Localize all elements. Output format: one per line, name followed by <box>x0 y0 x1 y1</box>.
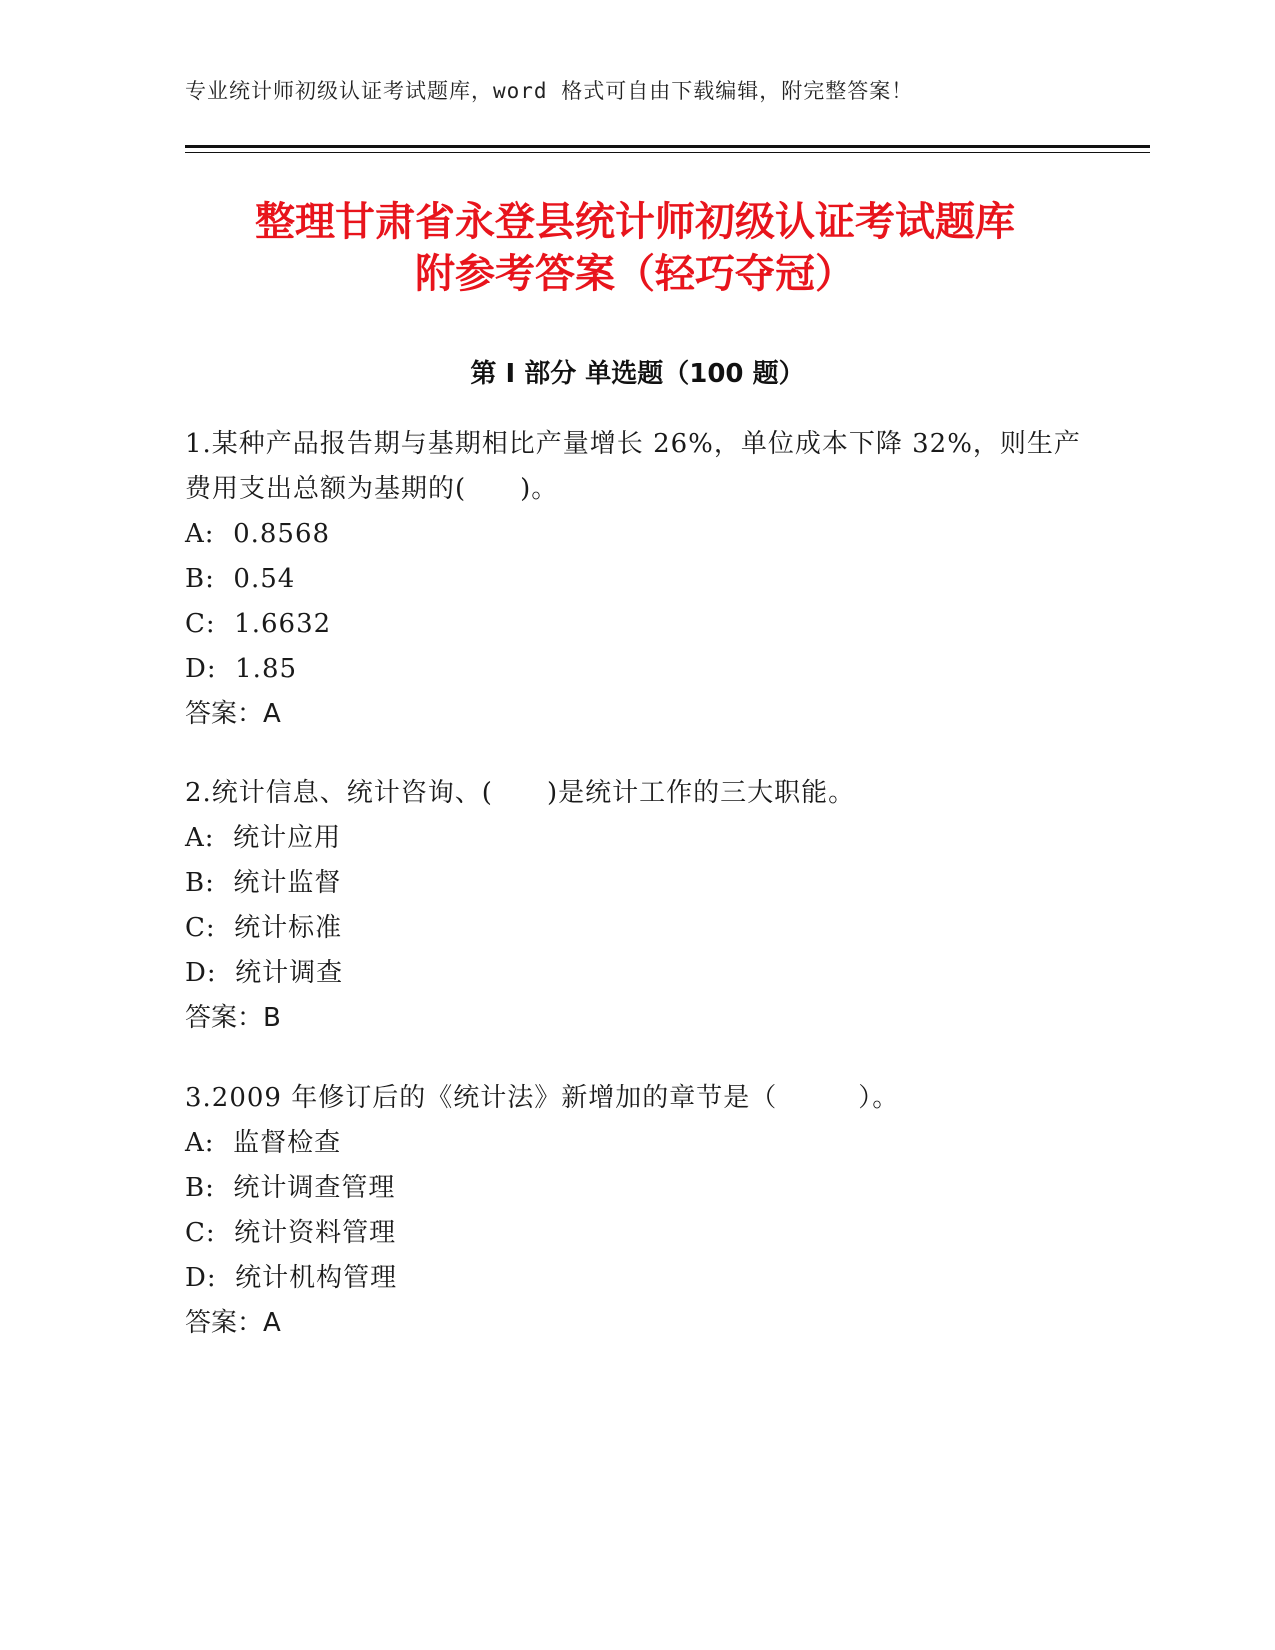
option-b: B: 统计监督 <box>185 868 342 898</box>
option-c: C: 统计资料管理 <box>185 1218 397 1248</box>
option-b: B: 0.54 <box>185 564 296 594</box>
question-stem: 1.某种产品报告期与基期相比产量增长 26%，单位成本下降 32%，则生产费用支出总额为基期的( )。 <box>185 429 1081 504</box>
header-rule-thick <box>185 145 1150 148</box>
question-2 <box>185 771 1085 1041</box>
title-line-1: 整理甘肃省永登县统计师初级认证考试题库 <box>255 199 1015 245</box>
document-title <box>140 196 1130 300</box>
header-rule-thin <box>185 152 1150 153</box>
answer: 答案：B <box>185 1003 281 1033</box>
option-b: B: 统计调查管理 <box>185 1173 396 1203</box>
option-a: A: 统计应用 <box>185 823 342 853</box>
question-stem: 2.统计信息、统计咨询、( )是统计工作的三大职能。 <box>185 778 856 808</box>
option-a: A: 0.8568 <box>185 519 331 549</box>
option-a: A: 监督检查 <box>185 1128 342 1158</box>
header-note: 专业统计师初级认证考试题库，word 格式可自由下载编辑，附完整答案！ <box>185 79 914 103</box>
title-line-2: 附参考答案（轻巧夺冠） <box>415 251 855 297</box>
section-title: 第 I 部分 单选题（100 题） <box>470 359 805 389</box>
option-d: D: 统计机构管理 <box>185 1263 398 1293</box>
question-1 <box>185 422 1085 737</box>
question-stem: 3.2009 年修订后的《统计法》新增加的章节是（ ）。 <box>185 1083 900 1113</box>
option-c: C: 统计标准 <box>185 913 343 943</box>
question-3 <box>185 1076 1085 1346</box>
answer: 答案：A <box>185 1308 281 1338</box>
answer: 答案：A <box>185 699 281 729</box>
option-c: C: 1.6632 <box>185 609 332 639</box>
option-d: D: 统计调查 <box>185 958 344 988</box>
option-d: D: 1.85 <box>185 654 298 684</box>
